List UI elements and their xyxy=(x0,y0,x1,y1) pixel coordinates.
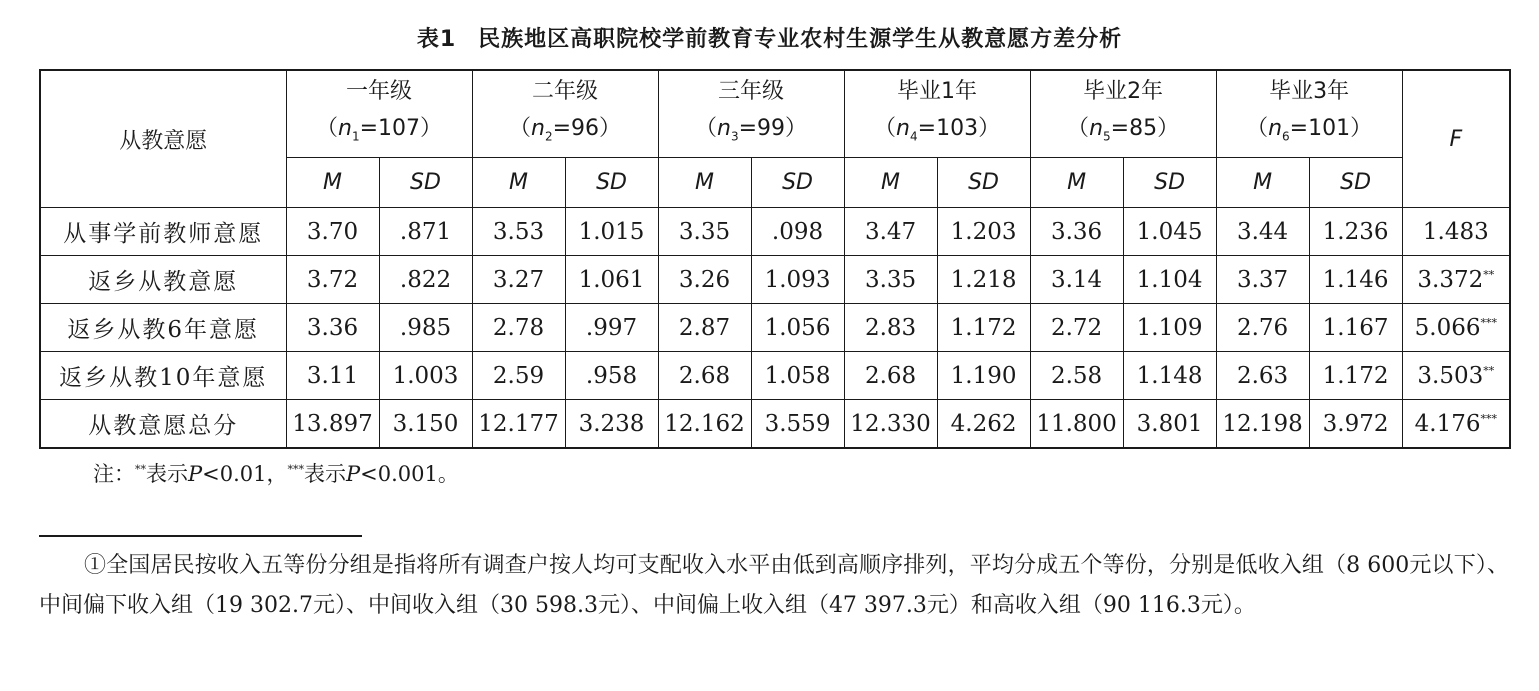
row-label: 返乡从教10年意愿 xyxy=(40,352,286,400)
group-n: $(n_6=101)$ xyxy=(1246,115,1373,144)
group-n: $(n_3=99)$ xyxy=(695,115,808,144)
mean-cell: 3.44 xyxy=(1216,208,1309,256)
sd-cell: 1.218 xyxy=(937,256,1030,304)
stat-header-m: M xyxy=(1030,158,1123,208)
table-row xyxy=(40,400,1510,449)
group-label: 三年级 xyxy=(718,78,785,104)
mean-cell: 3.35 xyxy=(844,256,937,304)
mean-cell: 3.70 xyxy=(286,208,379,256)
mean-cell: 2.83 xyxy=(844,304,937,352)
sd-cell: 1.058 xyxy=(751,352,844,400)
group-n: $(n_4=103)$ xyxy=(874,115,1001,144)
stat-header-m: M xyxy=(1216,158,1309,208)
group-label: 毕业1年 xyxy=(897,78,978,104)
mean-cell: 12.198 xyxy=(1216,400,1309,449)
sd-cell: 3.559 xyxy=(751,400,844,449)
sd-cell: 1.093 xyxy=(751,256,844,304)
table-body xyxy=(40,70,1510,448)
mean-cell: 13.897 xyxy=(286,400,379,449)
mean-cell: 12.330 xyxy=(844,400,937,449)
sd-cell: .985 xyxy=(379,304,472,352)
sd-cell: 1.109 xyxy=(1123,304,1216,352)
sd-cell: 3.150 xyxy=(379,400,472,449)
group-header-cell xyxy=(1216,70,1402,158)
sd-cell: .822 xyxy=(379,256,472,304)
sd-cell: 1.056 xyxy=(751,304,844,352)
mean-cell: 3.36 xyxy=(286,304,379,352)
footnote-divider xyxy=(39,535,362,537)
mean-cell: 3.36 xyxy=(1030,208,1123,256)
mean-cell: 2.63 xyxy=(1216,352,1309,400)
sd-cell: .958 xyxy=(565,352,658,400)
sd-cell: 1.167 xyxy=(1309,304,1402,352)
mean-cell: 3.11 xyxy=(286,352,379,400)
mean-cell: 2.78 xyxy=(472,304,565,352)
mean-cell: 3.72 xyxy=(286,256,379,304)
mean-cell: 2.72 xyxy=(1030,304,1123,352)
sd-cell: .997 xyxy=(565,304,658,352)
mean-cell: 2.68 xyxy=(658,352,751,400)
group-n: $(n_1=107)$ xyxy=(315,115,443,144)
row-label: 从事学前教师意愿 xyxy=(40,208,286,256)
stat-header-sd: SD xyxy=(379,158,472,208)
sd-cell: .871 xyxy=(379,208,472,256)
row-label: 返乡从教6年意愿 xyxy=(40,304,286,352)
group-header-cell xyxy=(1030,70,1216,158)
sd-cell: 1.146 xyxy=(1309,256,1402,304)
mean-cell: 12.162 xyxy=(658,400,751,449)
f-header-cell: F xyxy=(1402,70,1510,208)
significance-mark: ** xyxy=(1483,363,1495,377)
f-value: 4.176 xyxy=(1414,410,1481,437)
f-value-cell xyxy=(1402,256,1510,304)
table-row xyxy=(40,256,1510,304)
f-value: 3.372 xyxy=(1417,266,1484,293)
sd-cell: 1.045 xyxy=(1123,208,1216,256)
mean-cell: 2.87 xyxy=(658,304,751,352)
f-value-cell xyxy=(1402,304,1510,352)
stat-header-m: M xyxy=(286,158,379,208)
stat-header-sd: SD xyxy=(1123,158,1216,208)
sd-cell: 1.015 xyxy=(565,208,658,256)
mean-cell: 2.58 xyxy=(1030,352,1123,400)
mean-cell: 2.59 xyxy=(472,352,565,400)
f-value-cell xyxy=(1402,352,1510,400)
stat-header-sd: SD xyxy=(1309,158,1402,208)
group-label: 毕业3年 xyxy=(1269,78,1350,104)
sd-cell: 3.801 xyxy=(1123,400,1216,449)
sd-cell: 1.172 xyxy=(1309,352,1402,400)
significance-mark: *** xyxy=(1480,411,1498,425)
sd-cell: 3.238 xyxy=(565,400,658,449)
footnote-text: ①全国居民按收入五等份分组是指将所有调查户按人均可支配收入水平由低到高顺序排列，平均分成五个等份，分别是低收入组（8 600元以下）、中间偏下收入组（19 302.7元）、中间收入组（30 598.3元）、中间偏上收入组（47 397.3元）和高收入组（90 116.3元）。 xyxy=(39,553,1509,618)
mean-cell: 3.35 xyxy=(658,208,751,256)
stat-header-m: M xyxy=(658,158,751,208)
mean-cell: 12.177 xyxy=(472,400,565,449)
group-header-cell xyxy=(286,70,472,158)
f-value: 1.483 xyxy=(1422,218,1489,245)
stat-header-sd: SD xyxy=(751,158,844,208)
sd-cell: .098 xyxy=(751,208,844,256)
row-label: 从教意愿总分 xyxy=(40,400,286,449)
mean-cell: 2.76 xyxy=(1216,304,1309,352)
f-value-cell xyxy=(1402,208,1510,256)
mean-cell: 3.53 xyxy=(472,208,565,256)
stat-header-m: M xyxy=(472,158,565,208)
sd-cell: 3.972 xyxy=(1309,400,1402,449)
group-label: 一年级 xyxy=(346,78,413,104)
anova-table xyxy=(39,69,1511,449)
group-label: 毕业2年 xyxy=(1083,78,1164,104)
group-label: 二年级 xyxy=(532,78,599,104)
stat-header-sd: SD xyxy=(565,158,658,208)
mean-cell: 11.800 xyxy=(1030,400,1123,449)
sd-cell: 1.203 xyxy=(937,208,1030,256)
sd-cell: 1.003 xyxy=(379,352,472,400)
header-row-groups xyxy=(40,70,1510,158)
f-value: 5.066 xyxy=(1414,314,1481,341)
mean-cell: 2.68 xyxy=(844,352,937,400)
stat-header-sd: SD xyxy=(937,158,1030,208)
significance-mark: ** xyxy=(1483,267,1495,281)
table-number: 表1 xyxy=(416,27,457,52)
group-n: $(n_5=85)$ xyxy=(1067,115,1180,144)
stat-header-m: M xyxy=(844,158,937,208)
sd-cell: 4.262 xyxy=(937,400,1030,449)
table-caption xyxy=(0,22,1539,53)
f-value-cell xyxy=(1402,400,1510,449)
group-header-cell xyxy=(844,70,1030,158)
table-row xyxy=(40,304,1510,352)
mean-cell: 3.37 xyxy=(1216,256,1309,304)
sd-cell: 1.104 xyxy=(1123,256,1216,304)
mean-cell: 3.14 xyxy=(1030,256,1123,304)
f-value: 3.503 xyxy=(1417,362,1484,389)
sd-cell: 1.172 xyxy=(937,304,1030,352)
sd-cell: 1.148 xyxy=(1123,352,1216,400)
row-header-cell: 从教意愿 xyxy=(40,70,286,208)
mean-cell: 3.47 xyxy=(844,208,937,256)
group-header-cell xyxy=(658,70,844,158)
mean-cell: 3.27 xyxy=(472,256,565,304)
row-label: 返乡从教意愿 xyxy=(40,256,286,304)
mean-cell: 3.26 xyxy=(658,256,751,304)
group-header-cell xyxy=(472,70,658,158)
table-title: 民族地区高职院校学前教育专业农村生源学生从教意愿方差分析 xyxy=(478,27,1123,52)
sd-cell: 1.061 xyxy=(565,256,658,304)
sd-cell: 1.190 xyxy=(937,352,1030,400)
table-row xyxy=(40,208,1510,256)
sd-cell: 1.236 xyxy=(1309,208,1402,256)
table-row xyxy=(40,352,1510,400)
group-n: $(n_2=96)$ xyxy=(509,115,622,144)
table-note: 注：**表示P<0.01，***表示P<0.001。 xyxy=(93,462,459,486)
significance-mark: *** xyxy=(1480,315,1498,329)
